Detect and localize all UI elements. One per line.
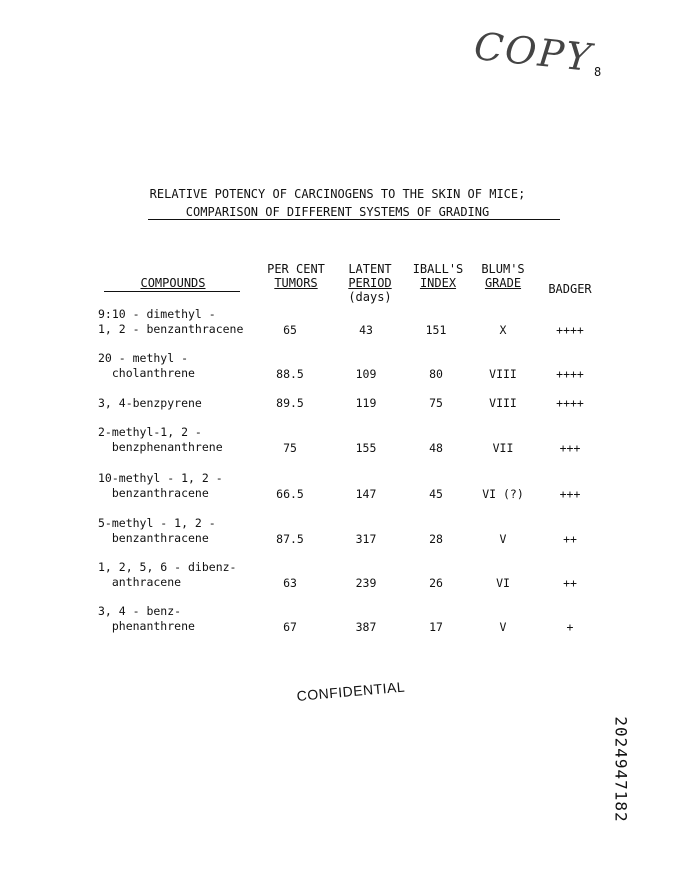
cell-tumors: 75 [283,441,297,455]
table-title-line-2: COMPARISON OF DIFFERENT SYSTEMS OF GRADING [185,205,490,219]
compound-name: 5-methyl - 1, 2 - benzanthracene [98,516,216,545]
cell-badger: ++ [563,532,577,546]
cell-blum: VIII [489,396,517,410]
cell-latent: 387 [355,620,377,634]
cell-badger: +++ [559,487,581,501]
cell-badger: ++ [563,576,577,590]
cell-blum: V [499,620,507,634]
cell-blum: X [499,323,507,337]
cell-iball: 45 [429,487,443,501]
header-latent-period: LATENT PERIOD (days) [348,262,392,304]
confidential-stamp: CONFIDENTIAL [296,678,406,704]
cell-tumors: 65 [283,323,297,337]
cell-iball: 17 [429,620,443,634]
cell-badger: ++++ [556,367,584,381]
compound-name: 1, 2, 5, 6 - dibenz- anthracene [98,560,237,589]
title-underline [148,219,560,220]
cell-badger: ++++ [556,396,584,410]
document-number: 2024947182 [611,716,631,823]
compound-name: 10-methyl - 1, 2 - benzanthracene [98,471,223,500]
cell-badger: + [566,620,574,634]
cell-latent: 109 [355,367,377,381]
header-compounds: COMPOUNDS [140,276,206,290]
cell-tumors: 66.5 [276,487,304,501]
cell-tumors: 88.5 [276,367,304,381]
table-title-line-1: RELATIVE POTENCY OF CARCINOGENS TO THE SKIN OF MICE; [149,187,526,201]
compound-name: 9:10 - dimethyl - 1, 2 - benzanthracene [98,307,244,336]
cell-latent: 317 [355,532,377,546]
cell-blum: VI [496,576,510,590]
cell-iball: 48 [429,441,443,455]
cell-tumors: 89.5 [276,396,304,410]
cell-latent: 43 [359,323,373,337]
cell-latent: 147 [355,487,377,501]
cell-iball: 75 [429,396,443,410]
header-iball-index: IBALL'S INDEX [412,262,464,290]
cell-latent: 155 [355,441,377,455]
cell-iball: 80 [429,367,443,381]
header-badger: BADGER [548,282,592,296]
cell-latent: 119 [355,396,377,410]
cell-iball: 28 [429,532,443,546]
cell-iball: 26 [429,576,443,590]
copy-stamp: COPY [472,23,595,81]
cell-tumors: 63 [283,576,297,590]
cell-tumors: 67 [283,620,297,634]
cell-iball: 151 [425,323,447,337]
cell-blum: VII [492,441,514,455]
cell-latent: 239 [355,576,377,590]
compound-name: 2-methyl-1, 2 - benzphenanthrene [98,425,223,454]
compound-name: 20 - methyl - cholanthrene [98,351,195,380]
cell-blum: VIII [489,367,517,381]
header-blum-grade: BLUM'S GRADE [481,262,525,290]
cell-badger: ++++ [556,323,584,337]
cell-blum: V [499,532,507,546]
compounds-rule [104,291,240,292]
cell-blum: VI (?) [482,487,524,501]
header-per-cent: PER CENT TUMORS [267,262,325,290]
cell-badger: +++ [559,441,581,455]
compound-name: 3, 4 - benz- phenanthrene [98,604,195,633]
page-number: 8 [594,65,602,79]
compound-name: 3, 4-benzpyrene [98,396,202,410]
cell-tumors: 87.5 [276,532,304,546]
